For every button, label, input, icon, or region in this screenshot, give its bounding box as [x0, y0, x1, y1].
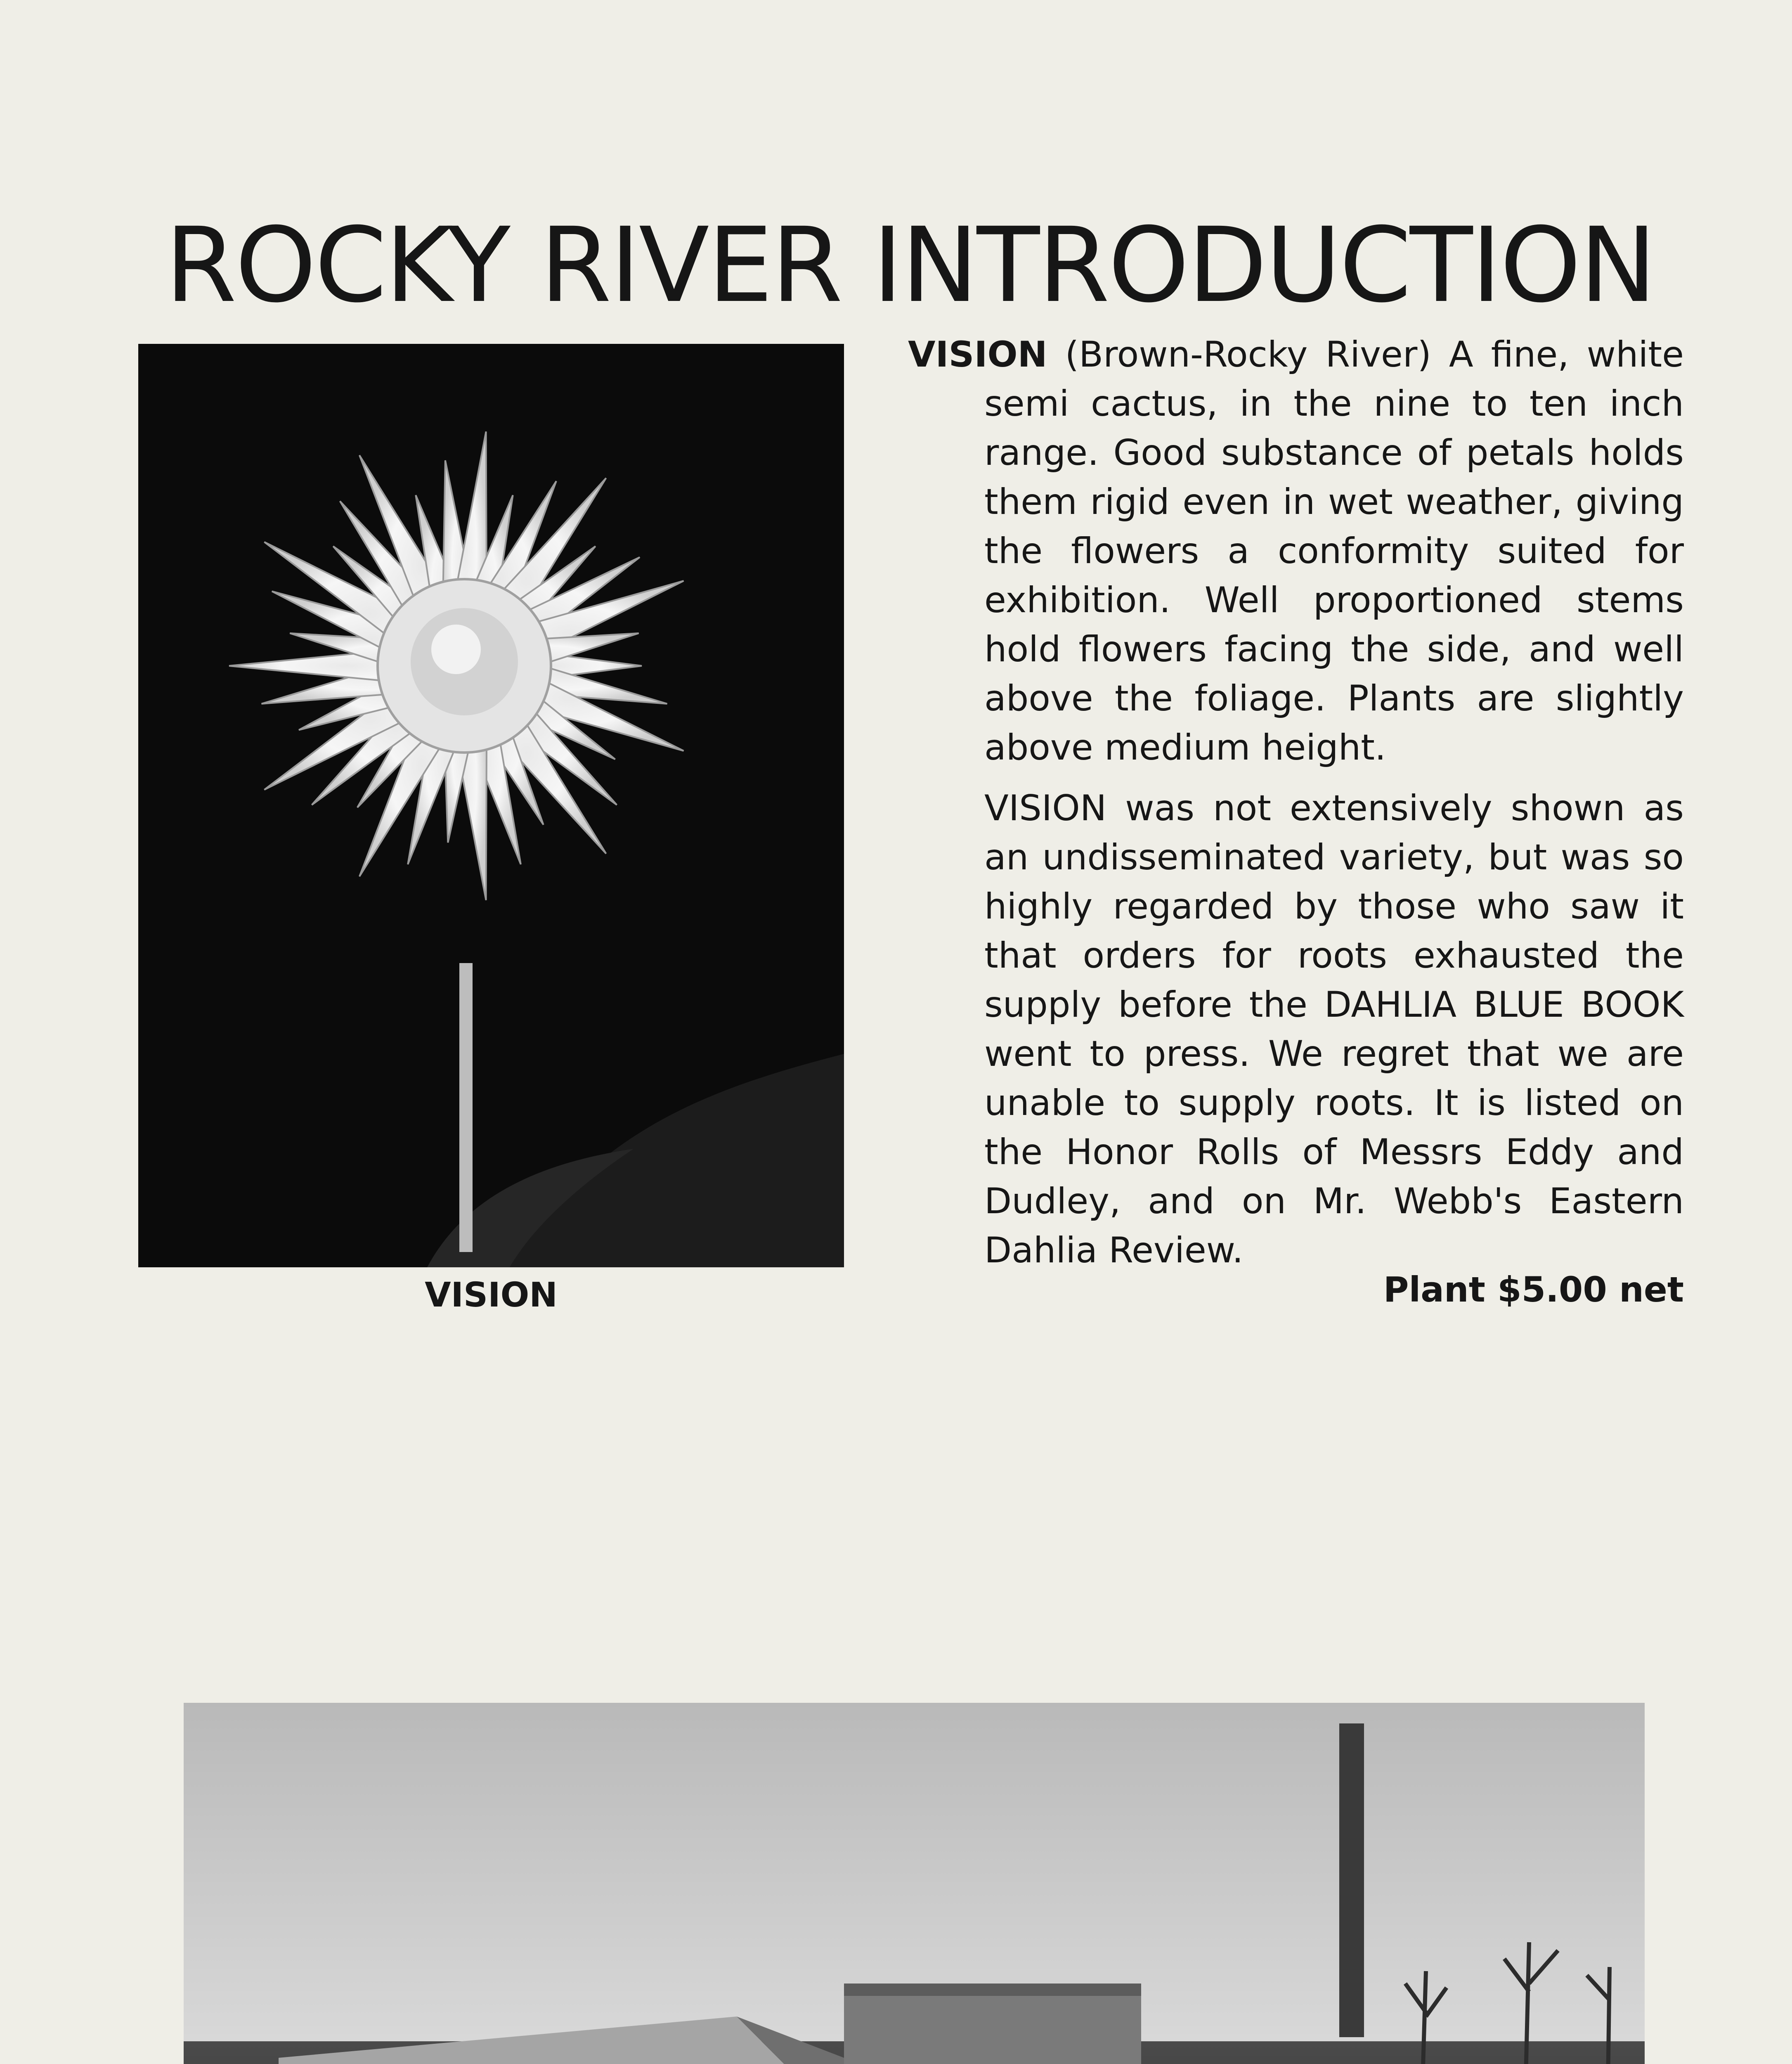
page-title: ROCKY RIVER INTRODUCTION — [165, 205, 1655, 325]
greenhouse-photo — [184, 1703, 1645, 2064]
vision-dahlia-photo — [138, 344, 844, 1267]
vision-photo-caption: VISION — [425, 1276, 558, 1315]
dahlia-flower-illustration — [138, 344, 844, 1267]
description-paragraph-1 — [908, 330, 1684, 772]
price-label: Plant $5.00 net — [1383, 1269, 1684, 1310]
greenhouse-scene-illustration — [184, 1703, 1645, 2064]
description-paragraph-2: VISION was not extensively shown as an undisseminated variety, but was so highly regarded by those who saw it that orders for roots exhausted the supply before the DAHLIA BLUE BOOK went to press. We regret that we are unable to supply roots. It is listed on the Honor Rolls of Messrs Eddy and Dudley, and on Mr. Webb's Eastern Dahlia Review. — [984, 788, 1684, 1271]
variety-name: VISION — [908, 334, 1047, 375]
description-paragraph-1-text: (Brown-Rocky River) A fine, white semi cactus, in the nine to ten inch range. Good substance of petals holds them rigid even in wet weather, giving the flowers a conformity suited for exhibition. Well proportioned stems hold flowers facing the side, and well above the foliage. Plants are slightly above medium height. — [984, 334, 1684, 768]
vision-description — [908, 330, 1684, 1287]
